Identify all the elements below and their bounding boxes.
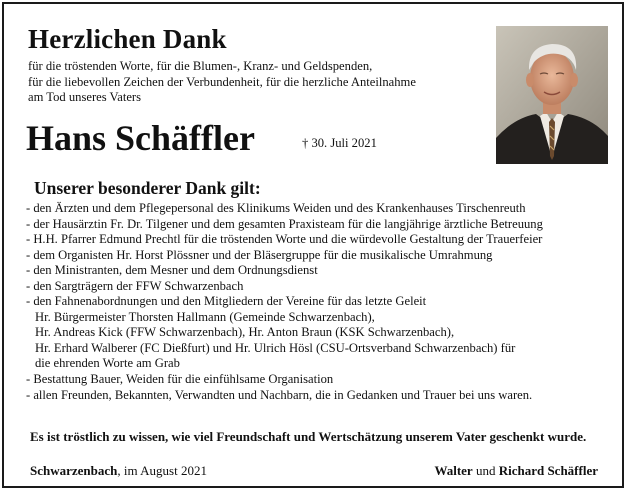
intro-line: für die liebevollen Zeichen der Verbundenheit, für die herzliche Anteilnahme	[28, 74, 416, 89]
portrait-photo	[496, 26, 608, 164]
intro-line: für die tröstenden Worte, für die Blumen-, Kranz- und Geldspenden,	[28, 59, 373, 73]
list-item: - dem Organisten Hr. Horst Plössner und der Bläsergruppe für die musikalische Umrahmung	[26, 247, 493, 262]
place-date: , im August 2021	[117, 463, 207, 478]
list-item: Hr. Erhard Walberer (FC Dießfurt) und Hr. Ulrich Hösl (CSU-Ortsverband Schwarzenbach) für	[35, 340, 516, 355]
deceased-name: Hans Schäffler	[26, 118, 255, 158]
place-and-date	[30, 463, 207, 479]
signature-and: und	[472, 463, 499, 478]
signature	[434, 463, 598, 479]
list-item: Hr. Bürgermeister Thorsten Hallmann (Gemeinde Schwarzenbach),	[35, 309, 375, 324]
death-date: † 30. Juli 2021	[302, 136, 377, 150]
list-item: Hr. Andreas Kick (FFW Schwarzenbach), Hr. Anton Braun (KSK Schwarzenbach),	[35, 325, 455, 340]
intro-text	[28, 59, 478, 106]
subheading: Unserer besonderer Dank gilt:	[34, 178, 261, 198]
list-item: - allen Freunden, Bekannten, Verwandten und Nachbarn, die in Gedanken und Trauer bei uns waren.	[26, 387, 533, 402]
portrait-image	[496, 26, 608, 164]
list-item: - H.H. Pfarrer Edmund Prechtl für die tröstenden Worte und die würdevolle Gestaltung der Trauerfeier	[26, 232, 543, 247]
list-item: - den Ministranten, dem Mesner und dem Ordnungsdienst	[26, 263, 318, 278]
place-name: Schwarzenbach	[30, 463, 118, 478]
signature-first: Walter	[434, 463, 473, 478]
intro-line: am Tod unseres Vaters	[28, 90, 142, 105]
list-item: die ehrenden Worte am Grab	[35, 356, 180, 371]
list-item: - den Fahnenabordnungen und den Mitgliedern der Vereine für das letzte Geleit	[26, 294, 427, 309]
thanks-list	[26, 201, 616, 403]
signature-second: Richard Schäffler	[498, 463, 598, 478]
list-item: - der Hausärztin Fr. Dr. Tilgener und dem gesamten Praxisteam für die langjährige ärztliche Betreuung	[26, 216, 543, 231]
list-item: - den Ärzten und dem Pflegepersonal des Klinikums Weiden und des Krankenhauses Tirschenreuth	[26, 201, 526, 215]
closing-sentence: Es ist tröstlich zu wissen, wie viel Freundschaft und Wertschätzung unserem Vater geschenkt wurde.	[30, 429, 587, 444]
heading: Herzlichen Dank	[28, 24, 227, 54]
list-item: - Bestattung Bauer, Weiden für die einfühlsame Organisation	[26, 372, 334, 387]
obituary-card	[2, 2, 624, 488]
list-item: - den Sargträgern der FFW Schwarzenbach	[26, 278, 244, 293]
